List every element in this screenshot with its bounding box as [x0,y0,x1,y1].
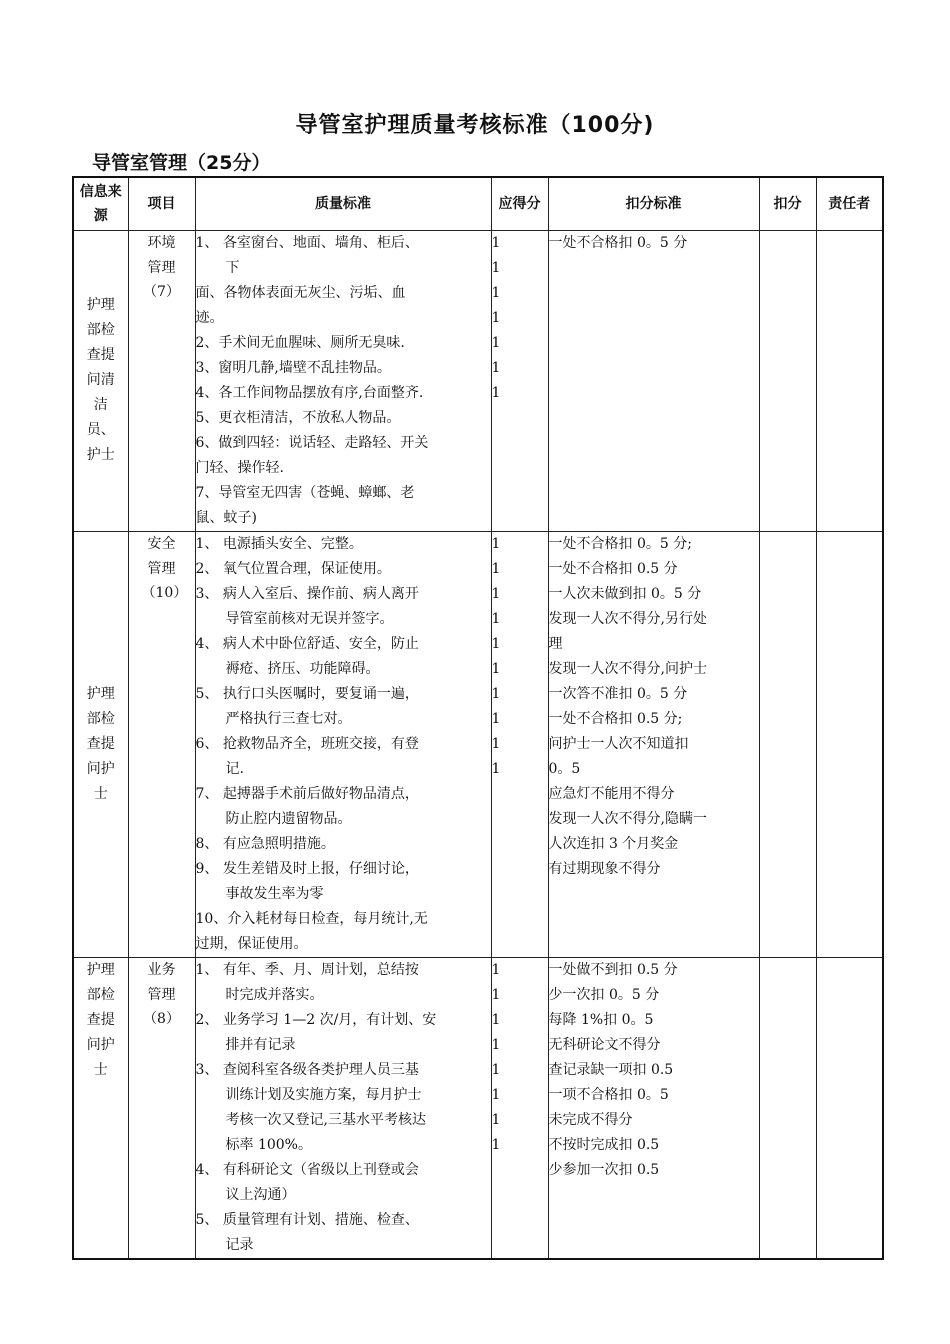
criteria-line: 导管室前核对无误并签字。 [225,611,394,627]
deduction-line: 有过期现象不得分 [548,861,661,877]
criteria-line: 2、手术间无血腥味、厕所无臭味. [195,335,405,351]
score-value: 1 [491,360,501,376]
header-item [128,177,195,231]
deduction-line: 人次连扣 3 个月奖金 [548,836,679,852]
info-source-text: 护理部检查提问护士 [86,962,115,1078]
deduction-line: 一次答不准扣 0。5 分 [548,686,688,702]
criteria-line: 褥疮、挤压、功能障碍。 [225,661,380,677]
item-name: 环境管理（7） [143,235,180,300]
score-value: 1 [491,686,501,702]
header-deduct-label: 扣分 [773,196,802,212]
score-value: 1 [491,661,501,677]
info-source-text: 护理部检查提问护士 [86,686,115,802]
criteria-line: 议上沟通） [225,1187,296,1203]
criteria-line: 2、 业务学习 1—2 次/月，有计划、安 [195,1012,437,1028]
criteria-line: 1、 各室窗台、地面、墙角、柜后、 [195,235,419,251]
score-cell [491,231,548,532]
criteria-line: 事故发生率为零 [225,886,324,902]
deduction-line: 不按时完成扣 0.5 [548,1137,660,1153]
criteria-line: 9、 发生差错及时上报，仔细讨论， [195,861,419,877]
score-value: 1 [491,260,501,276]
criteria-line: 7、导管室无四害（苍蝇、蟑螂、老 [195,485,415,501]
deduction-standard-cell [548,532,759,958]
header-item-label: 项目 [147,196,176,212]
section-title: 导管室管理（25分） [92,152,271,174]
criteria-line: 记录 [225,1237,254,1253]
score-value: 1 [491,636,501,652]
score-value: 1 [491,285,501,301]
responsible-cell[interactable] [816,532,883,958]
item-cell [128,231,195,532]
criteria-line: 4、 病人术中卧位舒适、安全，防止 [195,636,419,652]
item-cell [128,958,195,1260]
score-value: 1 [491,962,501,978]
info-source-text: 护理部检查提问清洁员、护士 [86,297,115,463]
criteria-line: 记. [225,761,244,777]
score-value: 1 [491,1137,501,1153]
score-value: 1 [491,1037,501,1053]
criteria-line: 3、 查阅科室各级各类护理人员三基 [195,1062,419,1078]
score-value: 1 [491,235,501,251]
criteria-line: 5、 执行口头医嘱时，要复诵一遍， [195,686,419,702]
score-value: 1 [491,561,501,577]
criteria-line: 5、更衣柜清洁，不放私人物品。 [195,410,401,426]
deduction-line: 发现一人次不得分,问护士 [548,661,707,677]
deduction-line: 未完成不得分 [548,1112,633,1128]
deduction-line: 一处不合格扣 0。5 分 [548,235,688,251]
responsible-cell[interactable] [816,231,883,532]
criteria-line: 3、 病人入室后、操作前、病人离开 [195,586,419,602]
deduction-line: 问护士一人次不知道扣 [548,736,689,752]
header-source [73,177,128,231]
deduction-line: 少参加一次扣 0.5 [548,1162,660,1178]
criteria-line: 严格执行三查七对。 [225,711,352,727]
score-value: 1 [491,536,501,552]
item-name: 安全管理（10） [141,536,188,601]
score-value: 1 [491,987,501,1003]
criteria-cell [195,231,491,532]
table-header-row [73,177,883,231]
criteria-line: 10、介入耗材每日检查，每月统计,无 [195,911,428,927]
table-row [73,532,883,958]
criteria-line: 门轻、操作轻. [195,460,284,476]
score-value: 1 [491,711,501,727]
score-value: 1 [491,1012,501,1028]
score-value: 1 [491,611,501,627]
deduction-line: 查记录缺一项扣 0.5 [548,1062,674,1078]
criteria-line: 6、 抢救物品齐全，班班交接，有登 [195,736,419,752]
deduction-standard-cell [548,231,759,532]
criteria-line: 鼠、蚊子) [195,510,257,526]
deduction-line: 一人次未做到扣 0。5 分 [548,586,702,602]
criteria-line: 6、做到四轻：说话轻、走路轻、开关 [195,435,429,451]
criteria-line: 3、窗明几静,墙壁不乱挂物品。 [195,360,391,376]
info-source-cell [73,958,128,1260]
score-value: 1 [491,385,501,401]
deduction-line: 一处不合格扣 0.5 分 [548,561,678,577]
score-cell [491,532,548,958]
assessment-table [72,176,884,1260]
criteria-line: 5、 质量管理有计划、措施、检查、 [195,1212,419,1228]
deduction-line: 每降 1%扣 0。5 [548,1012,654,1028]
info-source-cell [73,231,128,532]
criteria-line: 4、各工作间物品摆放有序,台面整齐. [195,385,424,401]
responsible-cell[interactable] [816,958,883,1260]
criteria-line: 1、 电源插头安全、完整。 [195,536,363,552]
criteria-line: 2、 氧气位置合理，保证使用。 [195,561,391,577]
score-value: 1 [491,310,501,326]
criteria-line: 训练计划及实施方案，每月护士 [225,1087,422,1103]
deduction-line: 发现一人次不得分,隐瞒一 [548,811,707,827]
score-value: 1 [491,1112,501,1128]
header-deduct [759,177,816,231]
header-responsible [816,177,883,231]
score-cell [491,958,548,1260]
criteria-line: 面、各物体表面无灰尘、污垢、血 [195,285,406,301]
score-value: 1 [491,761,501,777]
header-source-label: 信息来源 [79,184,122,224]
criteria-line: 迹。 [195,310,224,326]
deduction-line: 发现一人次不得分,另行处 [548,611,707,627]
deduction-line: 理 [548,636,563,652]
deduction-line: 应急灯不能用不得分 [548,786,675,802]
criteria-line: 7、 起搏器手术前后做好物品清点， [195,786,419,802]
criteria-line: 4、 有科研论文（省级以上刊登或会 [195,1162,419,1178]
deduct-input-cell[interactable] [759,231,816,532]
deduct-input-cell[interactable] [759,532,816,958]
header-score-label: 应得分 [498,196,541,212]
table-row [73,231,883,532]
deduction-standard-cell [548,958,759,1260]
criteria-line: 防止腔内遗留物品。 [225,811,352,827]
score-value: 1 [491,1087,501,1103]
header-deduction-label: 扣分标准 [625,196,682,212]
deduct-input-cell[interactable] [759,958,816,1260]
deduction-line: 一处做不到扣 0.5 分 [548,962,678,978]
criteria-line: 标率 100%。 [225,1137,312,1153]
header-responsible-label: 责任者 [828,196,871,212]
header-criteria-label: 质量标准 [315,196,371,212]
item-name: 业务管理（8） [143,962,180,1027]
criteria-line: 过期，保证使用。 [195,936,308,952]
score-value: 1 [491,586,501,602]
item-cell [128,532,195,958]
criteria-line: 下 [225,260,240,276]
criteria-line: 考核一次又登记,三基水平考核达 [225,1112,426,1128]
deduction-line: 一项不合格扣 0。5 [548,1087,669,1103]
criteria-cell [195,532,491,958]
score-value: 1 [491,1062,501,1078]
header-deduction-standard [548,177,759,231]
info-source-cell [73,532,128,958]
header-criteria [195,177,491,231]
document-title: 导管室护理质量考核标准（100分) [295,113,655,138]
deduction-line: 少一次扣 0。5 分 [548,987,660,1003]
criteria-cell [195,958,491,1260]
criteria-line: 1、 有年、季、月、周计划，总结按 [195,962,419,978]
score-value: 1 [491,335,501,351]
table-row [73,958,883,1260]
deduction-line: 一处不合格扣 0。5 分; [548,536,692,552]
deduction-line: 0。5 [548,761,581,777]
deduction-line: 无科研论文不得分 [548,1037,661,1053]
criteria-line: 时完成并落实。 [225,987,324,1003]
criteria-line: 8、 有应急照明措施。 [195,836,335,852]
score-value: 1 [491,736,501,752]
header-score [491,177,548,231]
criteria-line: 排并有记录 [225,1037,296,1053]
deduction-line: 一处不合格扣 0.5 分; [548,711,683,727]
